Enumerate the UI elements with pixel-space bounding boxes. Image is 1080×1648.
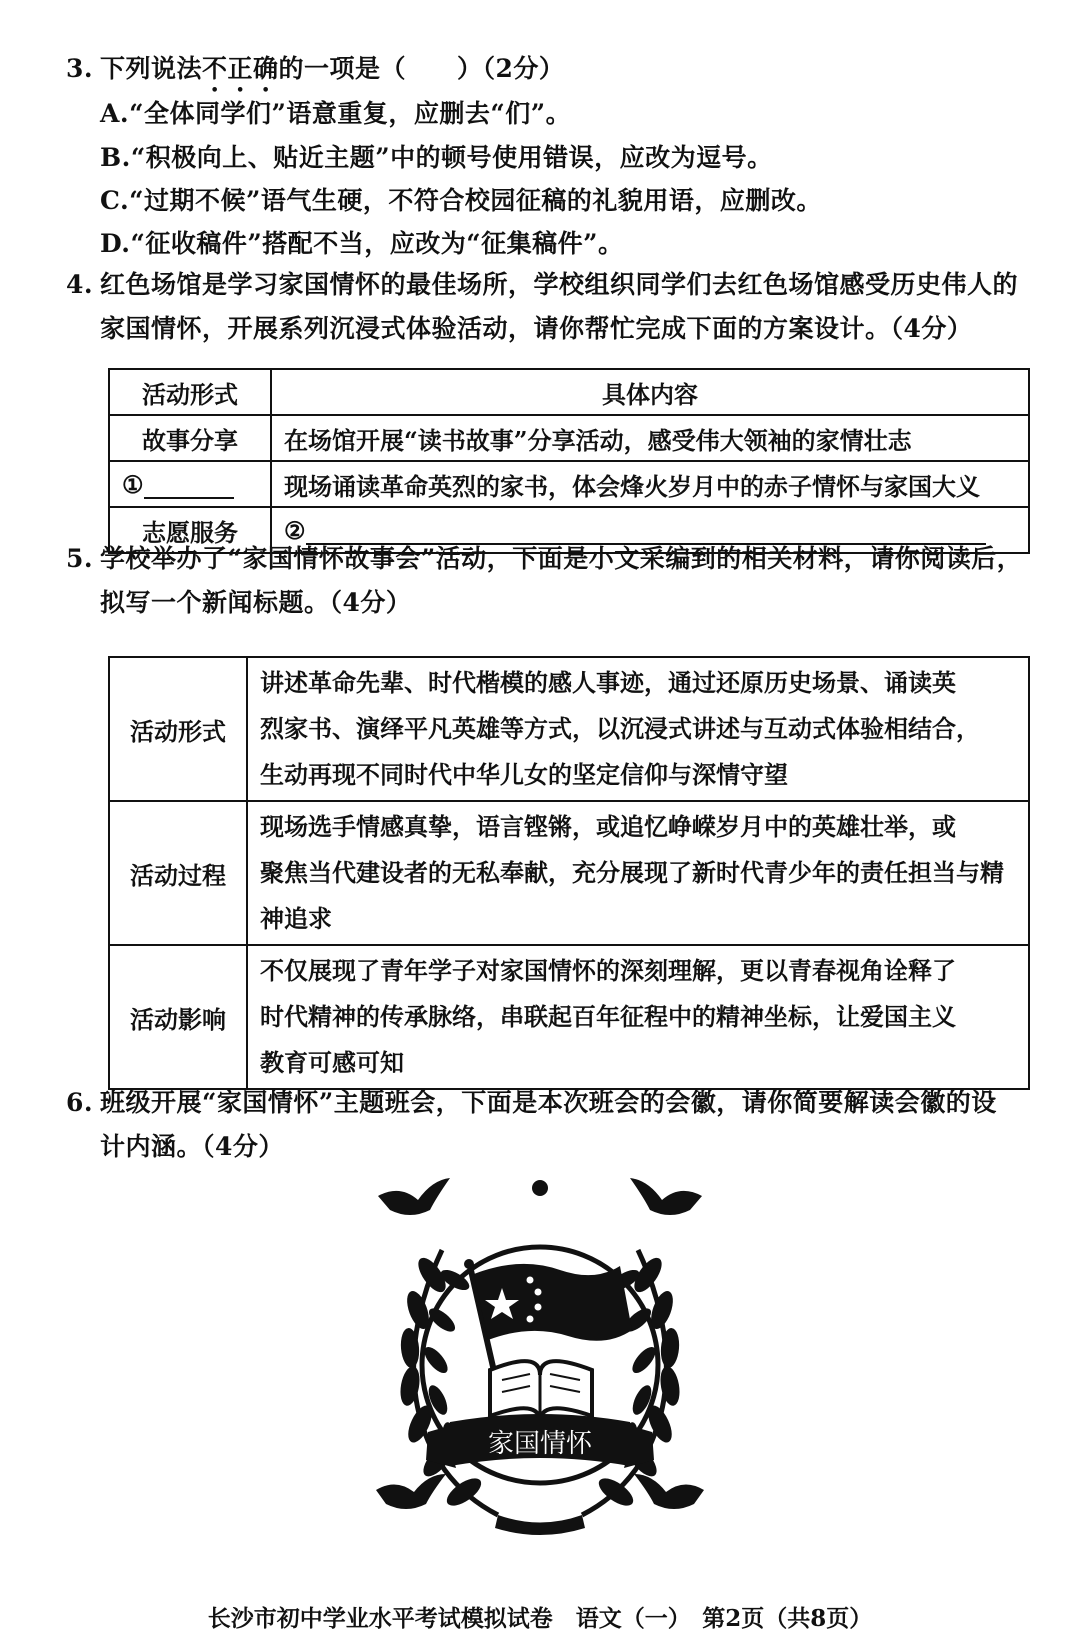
q5-row1-line2: 烈家书、演绎平凡英雄等方式，以沉浸式讲述与互动式体验相结合，	[260, 714, 980, 743]
page-footer: 长沙市初中学业水平考试模拟试卷 语文（一） 第2页（共8页）	[207, 1605, 873, 1632]
q4-number: 4.	[66, 270, 94, 299]
q5-row3-line3: 教育可感可知	[260, 1048, 404, 1077]
q4-stem-line2: 家国情怀，开展系列沉浸式体验活动，请你帮忙完成下面的方案设计。（4分）	[100, 314, 973, 343]
table-row	[109, 945, 1029, 1089]
class-emblem	[370, 1170, 710, 1540]
q5-row2-line1: 现场选手情感真挚，语言铿锵，或追忆峥嵘岁月中的英雄壮举，或	[260, 812, 956, 841]
q5-stem-line2: 拟写一个新闻标题。（4分）	[100, 588, 412, 617]
q5-stem-text1: 学校举办了“家国情怀故事会”活动，下面是小文采编到的相关材料，请你阅读后，	[100, 544, 1023, 573]
q5-row1-label: 活动形式	[109, 657, 247, 801]
table-row	[109, 801, 1029, 945]
q4-plan-table	[108, 368, 1030, 554]
q5-material-table	[108, 656, 1030, 1090]
q4-row2-form-cell	[109, 461, 271, 507]
q5-row1-content	[247, 657, 1029, 801]
q5-row1-line1: 讲述革命先辈、时代楷模的感人事迹，通过还原历史场景、诵读英	[260, 668, 956, 697]
q3-option-a: A.“全体同学们”语意重复，应删去“们”。	[100, 99, 572, 128]
emblem-graphic	[370, 1170, 710, 1540]
q3-number: 3.	[66, 54, 94, 83]
q4-header-form: 活动形式	[109, 369, 271, 415]
q3-option-b: B.“积极向上、贴近主题”中的顿号使用错误，应改为逗号。	[100, 143, 773, 172]
q5-row1-line3: 生动再现不同时代中华儿女的坚定信仰与深情守望	[260, 760, 788, 789]
q3-stem-b: 的一项是（ ）（2分）	[278, 54, 565, 83]
q4-answer-blank-2[interactable]	[306, 517, 986, 545]
q3-option-c: C.“过期不候”语气生硬，不符合校园征稿的礼貌用语，应删改。	[100, 186, 822, 215]
q6-number: 6.	[66, 1088, 94, 1117]
q4-row3-form: 志愿服务	[109, 507, 271, 553]
q5-row3-label: 活动影响	[109, 945, 247, 1089]
q5-number: 5.	[66, 544, 94, 573]
table-row	[109, 657, 1029, 801]
q4-row2-content: 现场诵读革命英烈的家书，体会烽火岁月中的赤子情怀与家国大义	[271, 461, 1029, 507]
q6-stem-line1	[66, 1086, 997, 1120]
q4-header-content: 具体内容	[271, 369, 1029, 415]
q4-row1-form: 故事分享	[109, 415, 271, 461]
q4-answer-blank-1[interactable]	[144, 471, 234, 499]
q4-stem-line1	[66, 268, 1018, 302]
table-row	[109, 415, 1029, 461]
q3-stem	[66, 52, 564, 98]
q3-stem-emphasis: 不正确	[202, 54, 279, 83]
q5-row2-line3: 神追求	[260, 904, 332, 933]
q5-stem-line1	[66, 542, 1022, 576]
q4-stem-text1: 红色场馆是学习家国情怀的最佳场所，学校组织同学们去红色场馆感受历史伟人的	[100, 270, 1019, 299]
q4-blank-marker-1: ①	[122, 469, 144, 499]
q4-blank-marker-2: ②	[284, 515, 306, 545]
emblem-banner-text: 家国情怀	[487, 1429, 593, 1459]
q3-stem-a: 下列说法	[100, 54, 203, 83]
q4-row1-content: 在场馆开展“读书故事”分享活动，感受伟大领袖的家情壮志	[271, 415, 1029, 461]
q3-option-d: D.“征收稿件”搭配不当，应改为“征集稿件”。	[100, 229, 624, 258]
q6-stem-text1: 班级开展“家国情怀”主题班会，下面是本次班会的会徽，请你简要解读会徽的设	[100, 1088, 997, 1117]
q5-row2-label: 活动过程	[109, 801, 247, 945]
q4-table-header-row	[109, 369, 1029, 415]
table-row	[109, 461, 1029, 507]
q5-row2-line2: 聚焦当代建设者的无私奉献，充分展现了新时代青少年的责任担当与精	[260, 858, 1004, 887]
q5-row2-content	[247, 801, 1029, 945]
q5-row3-content	[247, 945, 1029, 1089]
q5-row3-line1: 不仅展现了青年学子对家国情怀的深刻理解，更以青春视角诠释了	[260, 956, 956, 985]
q5-row3-line2: 时代精神的传承脉络，串联起百年征程中的精神坐标，让爱国主义	[260, 1002, 956, 1031]
q6-stem-line2: 计内涵。（4分）	[100, 1132, 284, 1161]
